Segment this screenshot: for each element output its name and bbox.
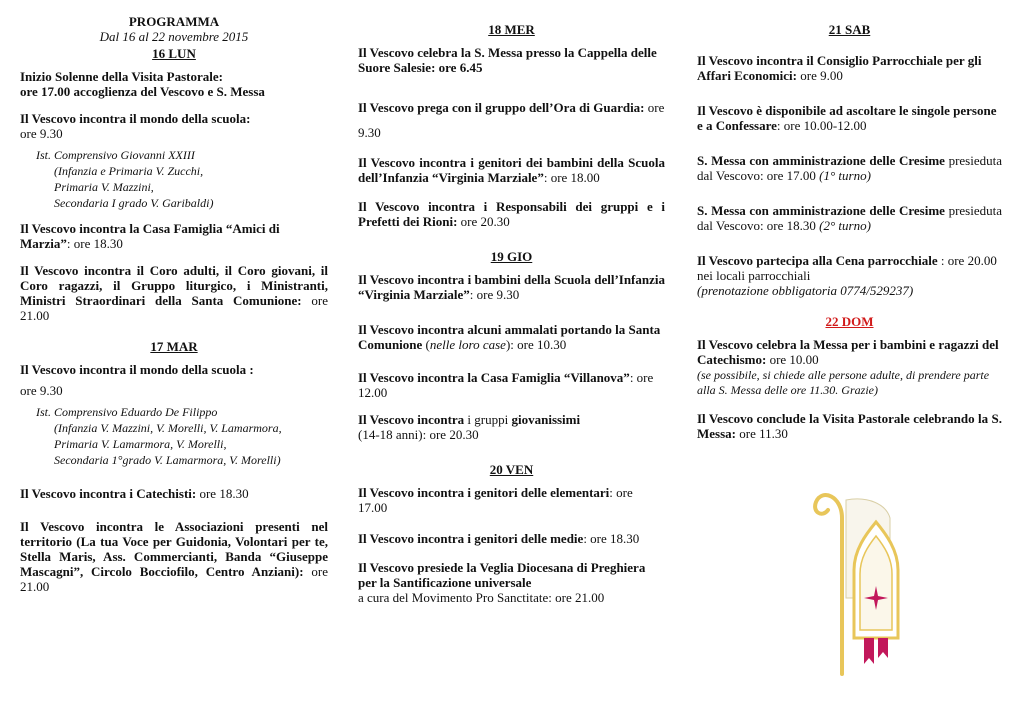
mer-item-3-bold: Il Vescovo incontra i genitori dei bambini della Scuola dell’Infanzia “Virginia Marziale”: [358, 155, 665, 185]
gio-item-2-time: ): ore 10.30: [505, 337, 567, 352]
ven-item-1-bold: Il Vescovo incontra i genitori delle elementari: [358, 485, 610, 500]
sab-item-5-time: : ore 20.00 nei locali parrocchiali: [697, 253, 997, 283]
sab-item-4-turn: (2° turno): [819, 218, 871, 233]
sab-item-5: [697, 253, 1002, 298]
mer-item-1-bold: Il Vescovo celebra la S. Messa presso la Cappella delle Suore Salesie: ore 6.45: [358, 45, 657, 75]
gio-item-2: [358, 322, 665, 352]
sab-item-2-time: : ore 10.00-12.00: [776, 118, 867, 133]
mer-item-3-time: : ore 18.00: [543, 170, 600, 185]
sab-item-2: [697, 103, 1002, 133]
day-heading-lun: 16 LUN: [152, 46, 196, 61]
school-line: Ist. Comprensivo Eduardo De Filippo: [36, 405, 218, 419]
gio-item-2-paren: (: [422, 337, 430, 352]
mar-item-3-time: ore 21.00: [20, 564, 328, 594]
mar-item-2-bold: Il Vescovo incontra i Catechisti:: [20, 486, 197, 501]
column-3: [697, 14, 1002, 453]
school-line: Secondaria 1°grado V. Lamarmora, V. Morelli): [54, 453, 281, 467]
lun-item-2-bold: Il Vescovo incontra il mondo della scuola:: [20, 111, 251, 126]
gio-item-3: [358, 370, 665, 400]
day-heading-mer: 18 MER: [488, 22, 535, 37]
sab-item-4: [697, 203, 1002, 233]
ven-item-3: [358, 560, 665, 605]
sab-item-2-bold: Il Vescovo è disponibile ad ascoltare le singole persone e a Confessare: [697, 103, 997, 133]
mar-item-2: [20, 486, 328, 501]
mer-item-2: [358, 95, 665, 145]
lun-item-1: [20, 69, 328, 99]
day-heading-gio: 19 GIO: [490, 249, 533, 264]
day-heading-ven: 20 VEN: [489, 462, 534, 477]
sab-item-3: [697, 153, 1002, 183]
lun-item-3: [20, 221, 328, 251]
ven-item-2-time: : ore 18.30: [583, 531, 640, 546]
column-1: [20, 14, 328, 606]
lun-item-4-bold: Il Vescovo incontra il Coro adulti, il Coro giovani, il Coro ragazzi, il Gruppo liturgico, i Ministranti, Ministri Straordinari della Santa Comunione:: [20, 263, 328, 308]
sab-item-4-time: presieduta dal Vescovo: ore 18.30: [697, 203, 1002, 233]
school-line: Primaria V. Mazzini,: [54, 180, 154, 194]
dom-item-1-note: (se possibile, si chiede alle persone adulte, di prendere parte alla S. Messa delle ore 11.30. Grazie): [697, 368, 990, 397]
lun-item-2: [20, 111, 328, 141]
crozier-mitre-icon: [808, 478, 904, 676]
school-line: Secondaria I grado V. Garibaldi): [54, 196, 214, 210]
lun-item-3-bold: Il Vescovo incontra la Casa Famiglia “Amici di Marzia”: [20, 221, 280, 251]
gio-item-4-bold-2: giovanissimi: [511, 412, 581, 427]
sab-item-5-bold: Il Vescovo partecipa alla Cena parrocchiale: [697, 253, 938, 268]
mar-item-3-bold: Il Vescovo incontra le Associazioni presenti nel territorio (La tua Voce per Guidonia, Volontari per te, Stella Maris, Ass. Commercianti, Banda “Giuseppe Mascagni”, Circolo Bocciofilo, Centro Anziani):: [20, 519, 328, 579]
mer-item-2-bold: Il Vescovo prega con il gruppo dell’Ora di Guardia:: [358, 100, 645, 115]
school-line: Ist. Comprensivo Giovanni XXIII: [36, 148, 195, 162]
gio-item-2-italic: nelle loro case: [429, 337, 506, 352]
dom-item-1-time: ore 10.00: [766, 352, 819, 367]
day-heading-dom: 22 DOM: [825, 314, 874, 329]
gio-item-3-time: : ore 12.00: [358, 370, 654, 400]
school-line: Primaria V. Lamarmora, V. Morelli,: [54, 437, 227, 451]
lun-item-4: [20, 263, 328, 323]
sab-item-3-turn: (1° turno): [819, 168, 871, 183]
column-2: [358, 14, 665, 617]
sab-item-1-time: ore 9.00: [797, 68, 843, 83]
ven-item-1: [358, 485, 665, 515]
lun-item-1-line-1: Inizio Solenne della Visita Pastorale:: [20, 69, 223, 84]
dom-item-2-bold: Il Vescovo conclude la Visita Pastorale celebrando la S. Messa:: [697, 411, 1002, 441]
school-line: (Infanzia V. Mazzini, V. Morelli, V. Lamarmora,: [54, 421, 282, 435]
day-heading-mar: 17 MAR: [150, 339, 198, 354]
gio-item-4-time: (14-18 anni): ore 20.30: [358, 427, 479, 442]
dom-item-1-bold: Il Vescovo celebra la Messa per i bambini e ragazzi del Catechismo:: [697, 337, 999, 367]
gio-item-1-time: : ore 9.30: [469, 287, 520, 302]
mer-item-4: [358, 199, 665, 229]
sab-item-3-bold: S. Messa con amministrazione delle Cresime: [697, 153, 945, 168]
day-heading-sab: 21 SAB: [828, 22, 871, 37]
mer-item-1: [358, 45, 665, 75]
mer-item-3: [358, 155, 665, 185]
gio-item-4: [358, 412, 665, 442]
mar-item-3: [20, 519, 328, 594]
mar-school-list: [36, 404, 328, 468]
gio-item-4-text: i gruppi: [464, 412, 512, 427]
lun-school-list: [36, 147, 328, 211]
mer-item-4-time: ore 20.30: [457, 214, 510, 229]
mar-item-1: [20, 362, 328, 398]
ven-item-2-bold: Il Vescovo incontra i genitori delle medie: [358, 531, 584, 546]
lun-item-3-time: : ore 18.30: [66, 236, 123, 251]
gio-item-3-bold: Il Vescovo incontra la Casa Famiglia “Villanova”: [358, 370, 630, 385]
mer-item-4-bold: Il Vescovo incontra i Responsabili dei gruppi e i Prefetti dei Rioni:: [358, 199, 665, 229]
gio-item-1: [358, 272, 665, 302]
mer-item-2-time: ore 9.30: [358, 100, 665, 140]
mar-item-2-time: ore 18.30: [196, 486, 249, 501]
mar-item-1-bold: Il Vescovo incontra il mondo della scuola :: [20, 362, 254, 377]
program-title: PROGRAMMA: [128, 14, 220, 29]
dom-item-1: [697, 337, 1002, 397]
ven-item-3-bold: Il Vescovo presiede la Veglia Diocesana di Preghiera per la Santificazione universale: [358, 560, 646, 590]
gio-item-1-bold: Il Vescovo incontra i bambini della Scuola dell’Infanzia “Virginia Marziale”: [358, 272, 665, 302]
gio-item-4-bold: Il Vescovo incontra: [358, 412, 465, 427]
ven-item-1-time: : ore 17.00: [358, 485, 633, 515]
sab-item-5-booking: (prenotazione obbligatoria 0774/529237): [697, 283, 914, 298]
lun-item-1-line-2: ore 17.00 accoglienza del Vescovo e S. Messa: [20, 84, 265, 99]
ven-item-3-text: a cura del Movimento Pro Sanctitate: ore 21.00: [358, 590, 605, 605]
program-dates: Dal 16 al 22 novembre 2015: [99, 29, 249, 44]
mar-item-1-time: ore 9.30: [20, 383, 63, 398]
sab-item-3-time: presieduta dal Vescovo: ore 17.00: [697, 153, 1002, 183]
school-line: (Infanzia e Primaria V. Zucchi,: [54, 164, 204, 178]
sab-item-1-bold: Il Vescovo incontra il Consiglio Parrocchiale per gli Affari Economici:: [697, 53, 982, 83]
lun-item-4-time: ore 21.00: [20, 293, 328, 323]
dom-item-2-time: ore 11.30: [736, 426, 788, 441]
dom-item-2: [697, 411, 1002, 441]
ven-item-2: [358, 531, 665, 546]
sab-item-1: [697, 53, 1002, 83]
gio-item-2-bold: Il Vescovo incontra alcuni ammalati portando la Santa Comunione: [358, 322, 661, 352]
sab-item-4-bold: S. Messa con amministrazione delle Cresime: [697, 203, 945, 218]
lun-item-2-time: ore 9.30: [20, 126, 63, 141]
